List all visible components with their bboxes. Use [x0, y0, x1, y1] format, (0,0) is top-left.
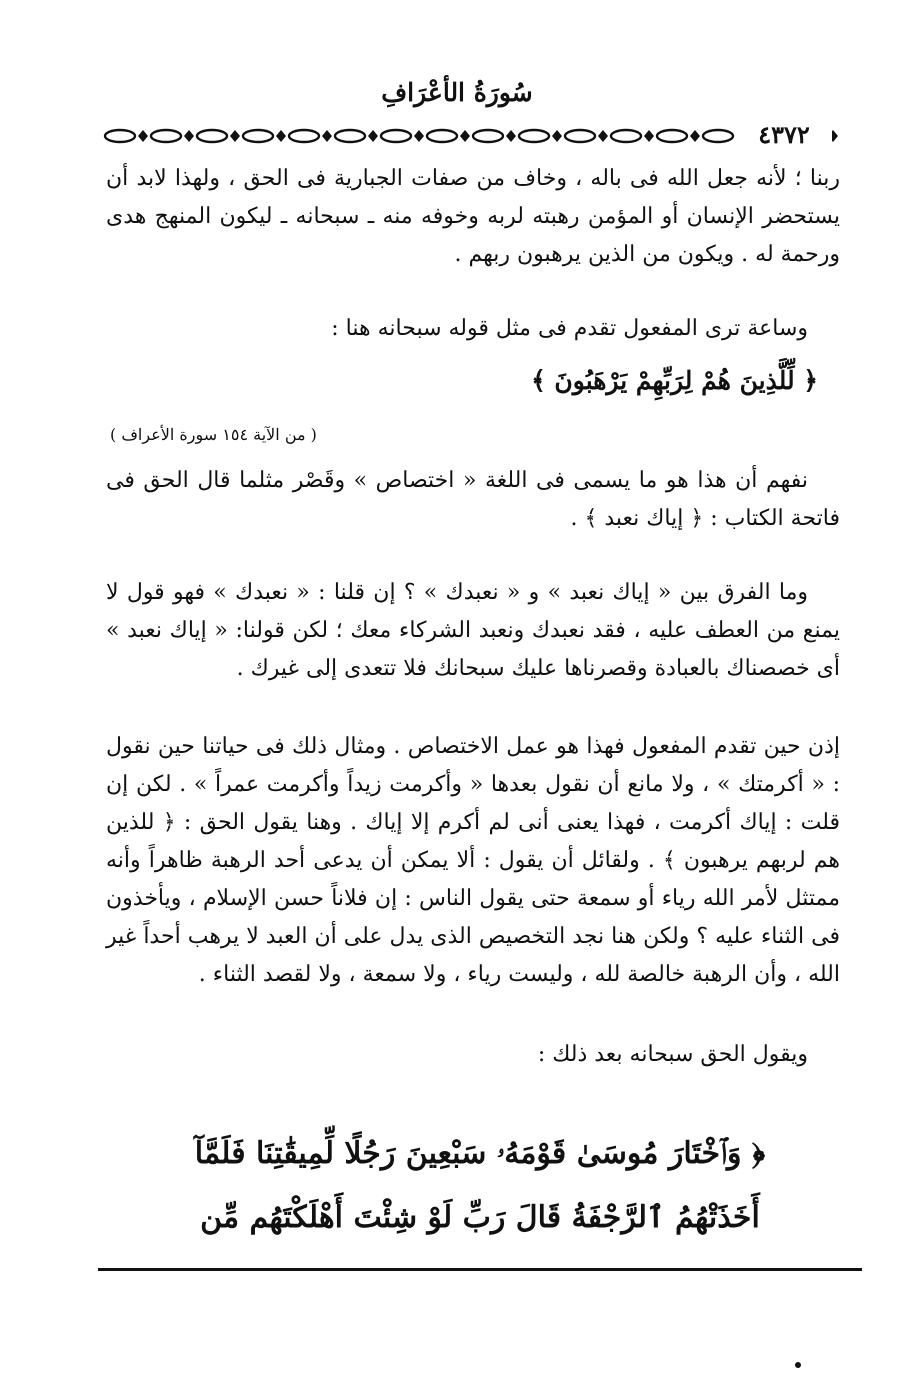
ornament-diamond — [368, 130, 378, 142]
paragraph-2-text: وساعة ترى المفعول تقدم فى مثل قوله سبحانه هنا : — [331, 316, 808, 341]
ornament-oval — [289, 130, 319, 142]
paragraph-5 — [106, 728, 840, 994]
quran-verse-line-2: أَخَذَتْهُمُ ٱلرَّجْفَةُ قَالَ رَبِّ لَوْ شِئْتَ أَهْلَكْتَهُم مِّن — [200, 1200, 760, 1235]
ornament-diamond — [414, 130, 424, 142]
page-number: ٤٣٧٢ — [736, 120, 832, 149]
ornament-oval — [427, 130, 457, 142]
page-mark — [795, 1362, 801, 1368]
ornament-oval — [335, 130, 365, 142]
ornament-diamond — [644, 130, 654, 142]
footer-rule — [98, 1268, 862, 1271]
ayah-quote: ﴿ لِّلَّذِينَ هُمْ لِرَبِّهِمْ يَرْهَبُونَ ﴾ — [531, 366, 818, 395]
paragraph-6-text: ويقول الحق سبحانه بعد ذلك : — [537, 1042, 808, 1067]
paragraph-6 — [106, 1036, 840, 1074]
paragraph-2 — [106, 310, 840, 348]
paragraph-3 — [106, 462, 840, 538]
ornament-oval — [519, 130, 549, 142]
ornament-oval — [611, 130, 641, 142]
ornament-diamond — [598, 130, 608, 142]
ornament-oval — [381, 130, 411, 142]
ornament-diamond — [322, 130, 332, 142]
ornament-oval — [151, 130, 181, 142]
paragraph-1-text: ربنا ؛ لأنه جعل الله فى باله ، وخاف من صفات الجبارية فى الحق ، ولهذا لابد أن يستحضر الإنسان أو المؤمن رهبته لربه وخوفه منه ـ سبحانه ـ ليكون المنهج هدى ورحمة له . ويكون من الذين يرهبون ربهم . — [106, 166, 840, 267]
surah-title: سُورَةُ الأعْرَافِ — [381, 78, 533, 107]
ornament-oval — [473, 130, 503, 142]
paragraph-5-text: إذن حين تقدم المفعول فهذا هو عمل الاختصاص . ومثال ذلك فى حياتنا حين نقول : « أكرمتك » ، ولا مانع أن نقول بعدها « وأكرمت زيداً وأكرمت عمراً » . لكن إن قلت : إياك أكرمت ، فهذا يعنى أنى لم أكرم إلا إياك . وهنا يقول الحق : ﴿ للذين هم لربهم يرهبون ﴾ . ولقائل أن يقول : ألا يمكن أن يدعى أحد الرهبة ظاهراً وأنه ممتثل لأمر الله رياء أو سمعة حتى يقول الناس : إن فلاناً حسن الإسلام ، ويأخذون فى الثناء عليه ؟ ولكن هنا نجد التخصيص الذى يدل على أن العبد لا يرهب أحداً غير الله ، وأن الرهبة خالصة لله ، وليست رياء ، ولا سمعة ، ولا لقصد الثناء . — [106, 734, 840, 987]
paragraph-3-text: نفهم أن هذا هو ما يسمى فى اللغة « اختصاص » وقَصْر مثلما قال الحق فى فاتحة الكتاب : ﴿ إياك نعبد ﴾ . — [106, 468, 840, 531]
ornament-oval — [243, 130, 273, 142]
ornament-oval — [105, 130, 135, 142]
quran-verse-line-1: ﴿ وَٱخْتَارَ مُوسَىٰ قَوْمَهُۥ سَبْعِينَ رَجُلًا لِّمِيقَٰتِنَا فَلَمَّآ — [194, 1136, 766, 1171]
ornament-oval — [703, 130, 733, 142]
paragraph-4-text: وما الفرق بين « إياك نعبد » و « نعبدك » ؟ إن قلنا : « نعبدك » فهو قول لا يمنع من العطف عليه ، فقد نعبدك ونعبد الشركاء معك ؛ لكن قولنا: « إياك نعبد » أى خصصناك بالعبادة وقصرناها عليك سبحانك فلا تتعدى إلى غيرك . — [106, 580, 840, 681]
ornament-oval — [657, 130, 687, 142]
ornament-diamond — [276, 130, 286, 142]
paragraph-1 — [106, 160, 840, 274]
paragraph-4 — [106, 574, 840, 688]
ornament-diamond — [230, 130, 240, 142]
ornament-diamond — [506, 130, 516, 142]
ornament-diamond — [138, 130, 148, 142]
ornament-diamond — [690, 130, 700, 142]
ornament-oval — [565, 130, 595, 142]
ornament-diamond — [552, 130, 562, 142]
ornament-diamond — [184, 130, 194, 142]
quran-verse — [150, 1122, 810, 1250]
ayah-reference: ( من الآية ١٥٤ سورة الأعراف ) — [110, 425, 317, 444]
ornament-diamond — [460, 130, 470, 142]
ornament-oval — [197, 130, 227, 142]
